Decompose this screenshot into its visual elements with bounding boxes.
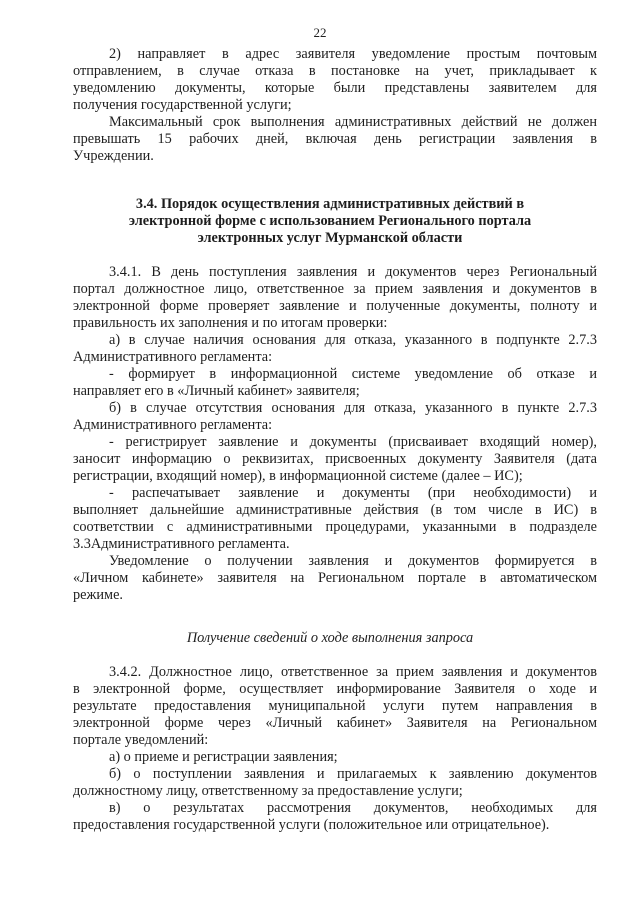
text-line: Получение сведений о ходе выполнения запроса <box>186 630 474 646</box>
text-line: результате предоставления муниципальной услуги путем направления в <box>73 698 597 714</box>
text-line: электронных услуг Мурманской области <box>197 230 463 246</box>
text-line: предоставления государственной услуги (положительное или отрицательное). <box>73 817 550 833</box>
text-line: 3.4.1. В день поступления заявления и документов через Региональный <box>109 264 597 280</box>
text-line: Административного регламента: <box>73 349 273 365</box>
text-line: б) в случае отсутствия основания для отказа, указанного в пункте 2.7.3 <box>109 400 597 416</box>
text-line: получения государственной услуги; <box>73 97 292 113</box>
text-line: электронной форме проверяет заявление и полученные документы, полноту и <box>73 298 597 314</box>
text-line: выполняет дальнейшие административные действия (в том числе в ИС) в <box>73 502 597 518</box>
text-line: должностному лицу, ответственному за предоставление услуги; <box>73 783 463 799</box>
text-line: «Личном кабинете» заявителя на Региональном портале в автоматическом <box>73 570 597 586</box>
text-line: в) о результатах рассмотрения документов, необходимых для <box>109 800 597 816</box>
text-line: б) о поступлении заявления и прилагаемых к заявлению документов <box>109 766 597 782</box>
text-line: соответствии с административными процедурами, указанными в подразделе <box>73 519 597 535</box>
text-line: направляет его в «Личный кабинет» заявителя; <box>73 383 360 399</box>
text-line: портал должностное лицо, ответственное за прием заявления и документов в <box>73 281 597 297</box>
text-line: - формирует в информационной системе уведомление об отказе и <box>109 366 597 382</box>
text-line: - распечатывает заявление и документы (при необходимости) и <box>109 485 597 501</box>
text-line: 2) направляет в адрес заявителя уведомление простым почтовым <box>109 46 597 62</box>
text-line: а) в случае наличия основания для отказа, указанного в подпункте 2.7.3 <box>109 332 597 348</box>
text-line: Максимальный срок выполнения административных действий не должен <box>109 114 597 130</box>
text-line: правильность их заполнения и по итогам проверки: <box>73 315 388 331</box>
text-line: Уведомление о получении заявления и документов формируется в <box>109 553 597 569</box>
text-line: отправлением, в случае отказа в постановке на учет, прикладывает к <box>73 63 597 79</box>
text-line: электронной форме через «Личный кабинет» Заявителя на Региональном <box>73 715 597 731</box>
page-number: 22 <box>313 25 327 40</box>
text-line: 3.4. Порядок осуществления административных действий в <box>135 196 525 212</box>
text-line: уведомлению документы, которые были представлены заявителем для <box>73 80 597 96</box>
text-line: - регистрирует заявление и документы (присваивает входящий номер), <box>109 434 597 450</box>
text-line: Учреждении. <box>73 148 154 164</box>
text-line: Административного регламента: <box>73 417 273 433</box>
text-line: режиме. <box>73 587 123 603</box>
text-line: заносит информацию о реквизитах, присвоенных документу Заявителя (дата <box>73 451 597 467</box>
text-line: а) о приеме и регистрации заявления; <box>109 749 338 765</box>
text-line: превышать 15 рабочих дней, включая день регистрации заявления в <box>73 131 597 147</box>
text-line: в электронной форме, осуществляет информирование Заявителя о ходе и <box>73 681 597 697</box>
text-line: 3.4.2. Должностное лицо, ответственное за прием заявления и документов <box>109 664 597 680</box>
text-line: электронной форме с использованием Регионального портала <box>128 213 532 229</box>
text-line: портале уведомлений: <box>73 732 209 748</box>
text-line: регистрации, входящий номер), в информационной системе (далее – ИС); <box>73 468 523 484</box>
text-line: 3.3Административного регламента. <box>73 536 290 552</box>
